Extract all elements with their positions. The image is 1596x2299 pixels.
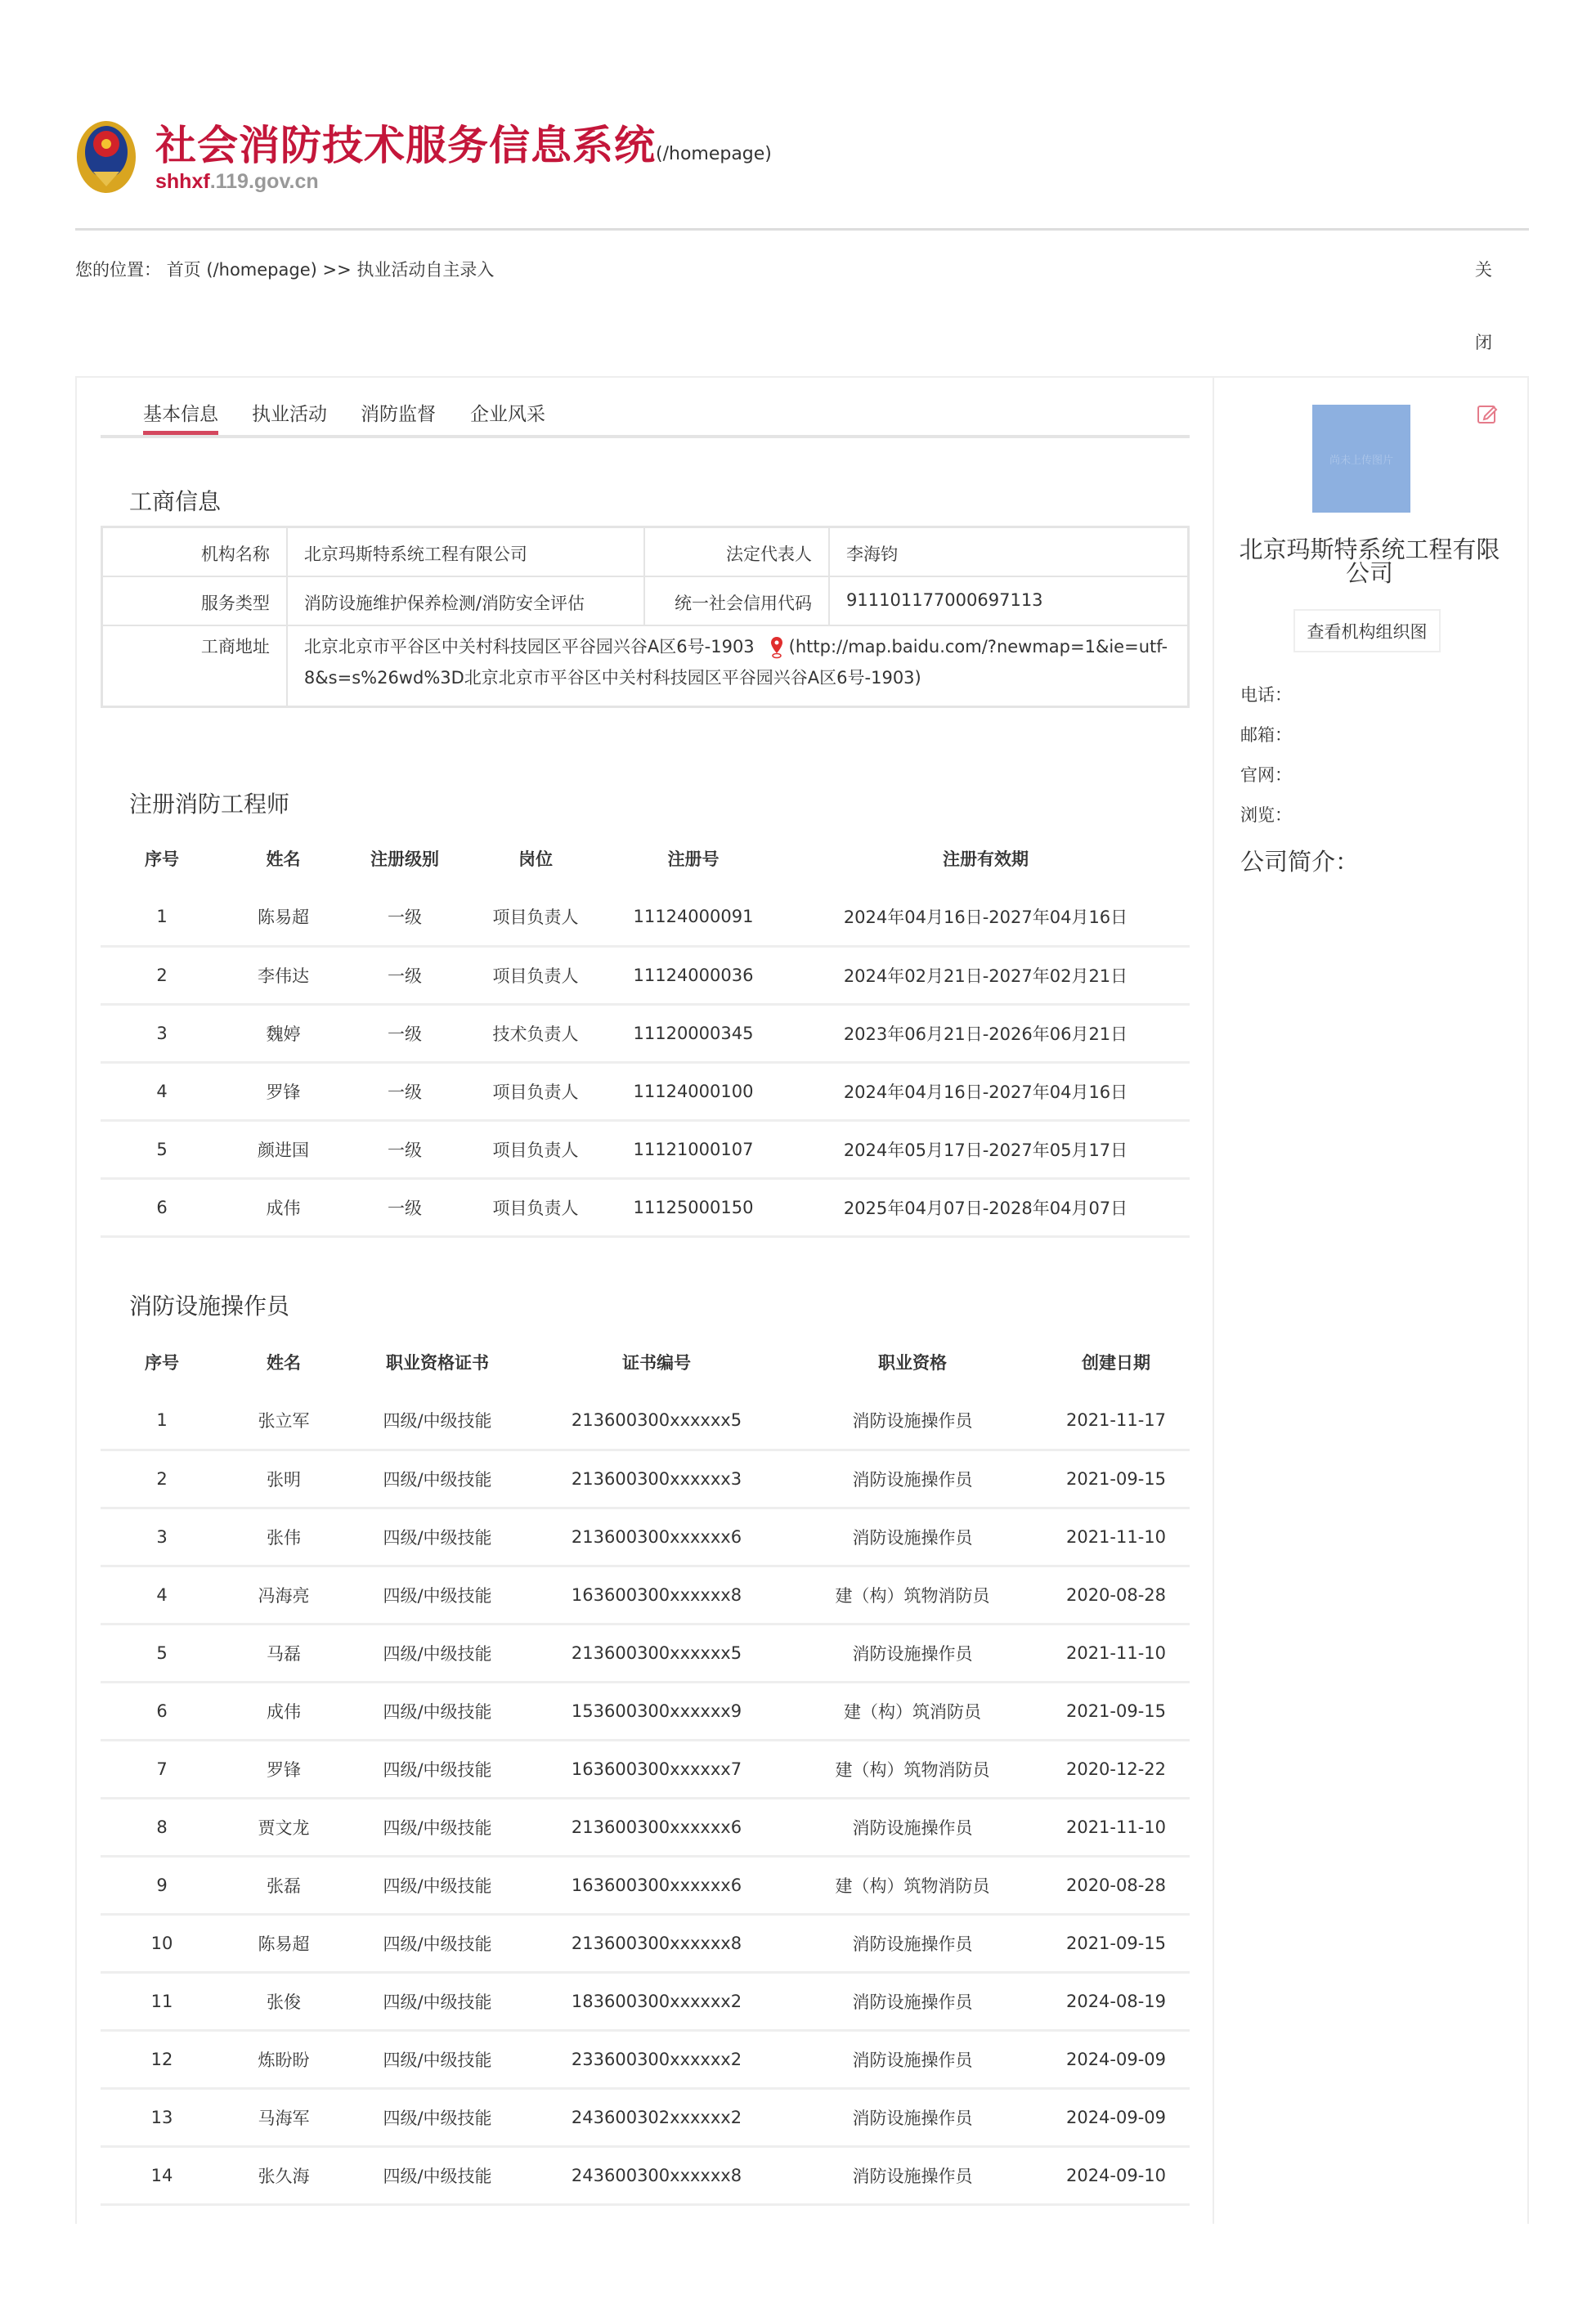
table-cell: 消防设施操作员 <box>782 1450 1042 1508</box>
table-cell: 魏婷 <box>223 1004 343 1062</box>
info-row <box>102 625 1189 707</box>
table-cell: 技术负责人 <box>466 1004 605 1062</box>
table-row <box>101 1682 1190 1740</box>
column-header: 注册级别 <box>370 849 439 869</box>
table-cell: 罗锋 <box>223 1740 344 1798</box>
org-name-label: 机构名称 <box>102 527 287 576</box>
table-row <box>101 2088 1190 2146</box>
table-cell: 11121000107 <box>605 1120 782 1178</box>
table-cell: 8 <box>101 1798 223 1856</box>
column-header: 证书编号 <box>622 1353 691 1373</box>
homepage-link[interactable]: (/homepage) <box>656 144 772 164</box>
table-row <box>101 888 1190 946</box>
table-cell: 213600300xxxxxx8 <box>531 1914 782 1972</box>
email-label: 邮箱： <box>1240 725 1292 745</box>
table-cell: 5 <box>101 1624 223 1682</box>
table-cell: 四级/中级技能 <box>344 1682 531 1740</box>
table-cell: 1 <box>101 1392 223 1450</box>
view-org-chart-button[interactable]: 查看机构组织图 <box>1293 609 1441 652</box>
table-cell: 163600300xxxxxx8 <box>531 1566 782 1624</box>
table-cell: 2021-09-15 <box>1042 1450 1190 1508</box>
table-row <box>101 1566 1190 1624</box>
table-row <box>101 1740 1190 1798</box>
table-cell: 11124000100 <box>605 1062 782 1120</box>
tab-company-showcase[interactable]: 企业风采 <box>470 404 545 425</box>
table-cell: 一级 <box>343 1120 466 1178</box>
table-cell: 消防设施操作员 <box>782 1798 1042 1856</box>
table-cell: 四级/中级技能 <box>344 1798 531 1856</box>
table-cell: 2024-09-09 <box>1042 2088 1190 2146</box>
table-row <box>101 2030 1190 2088</box>
table-cell: 2021-09-15 <box>1042 1682 1190 1740</box>
breadcrumb-current: 执业活动自主录入 <box>356 260 495 280</box>
column-header: 序号 <box>145 1353 179 1373</box>
credit-code-label: 统一社会信用代码 <box>644 576 829 625</box>
table-cell: 233600300xxxxxx2 <box>531 2030 782 2088</box>
org-name-value: 北京玛斯特系统工程有限公司 <box>287 527 644 576</box>
table-cell: 成伟 <box>223 1178 343 1236</box>
phone-label: 电话： <box>1240 685 1292 705</box>
table-cell: 2025年04月07日-2028年04月07日 <box>782 1178 1190 1236</box>
table-cell: 213600300xxxxxx3 <box>531 1450 782 1508</box>
table-cell: 4 <box>101 1062 223 1120</box>
table-cell: 四级/中级技能 <box>344 2088 531 2146</box>
table-cell: 213600300xxxxxx5 <box>531 1624 782 1682</box>
table-cell: 炼盼盼 <box>223 2030 344 2088</box>
table-cell: 消防设施操作员 <box>782 1914 1042 1972</box>
table-cell: 2020-08-28 <box>1042 1566 1190 1624</box>
table-cell: 四级/中级技能 <box>344 1856 531 1914</box>
table-cell: 2021-11-10 <box>1042 1624 1190 1682</box>
table-cell: 2024-08-19 <box>1042 1972 1190 2030</box>
info-row <box>102 527 1189 576</box>
address-value: 北京北京市平谷区中关村科技园区平谷园兴谷A区6号-1903 <box>303 636 755 657</box>
table-cell: 建（构）筑物消防员 <box>782 1740 1042 1798</box>
engineers-table <box>101 829 1190 1238</box>
table-cell: 马海军 <box>223 2088 344 2146</box>
tab-bar <box>101 399 1190 438</box>
table-cell: 5 <box>101 1120 223 1178</box>
table-cell: 243600300xxxxxx8 <box>531 2146 782 2204</box>
table-cell: 2 <box>101 946 223 1004</box>
table-cell: 11 <box>101 1972 223 2030</box>
breadcrumb-home-link[interactable]: 首页 (/homepage) <box>166 260 317 280</box>
table-cell: 7 <box>101 1740 223 1798</box>
table-cell: 2021-11-10 <box>1042 1798 1190 1856</box>
table-cell: 建（构）筑物消防员 <box>782 1566 1042 1624</box>
table-cell: 153600300xxxxxx9 <box>531 1682 782 1740</box>
table-cell: 2024-09-09 <box>1042 2030 1190 2088</box>
close-button-char-2[interactable]: 闭 <box>1475 333 1492 352</box>
credit-code-value: 911101177000697113 <box>829 576 1188 625</box>
table-cell: 项目负责人 <box>466 888 605 946</box>
table-cell: 14 <box>101 2146 223 2204</box>
table-cell: 2024年04月16日-2027年04月16日 <box>782 1062 1190 1120</box>
table-cell: 11124000091 <box>605 888 782 946</box>
table-cell: 张明 <box>223 1450 344 1508</box>
table-cell: 2021-09-15 <box>1042 1914 1190 1972</box>
table-cell: 消防设施操作员 <box>782 1508 1042 1566</box>
map-pin-icon[interactable] <box>769 636 784 659</box>
column-header: 职业资格 <box>878 1353 947 1373</box>
column-header: 姓名 <box>266 849 301 869</box>
table-cell: 163600300xxxxxx6 <box>531 1856 782 1914</box>
table-cell: 2021-11-10 <box>1042 1508 1190 1566</box>
table-cell: 1 <box>101 888 223 946</box>
table-cell: 四级/中级技能 <box>344 1450 531 1508</box>
info-row <box>102 576 1189 625</box>
table-cell: 消防设施操作员 <box>782 1392 1042 1450</box>
table-cell: 消防设施操作员 <box>782 1972 1042 2030</box>
table-cell: 11120000345 <box>605 1004 782 1062</box>
table-cell: 四级/中级技能 <box>344 1566 531 1624</box>
table-cell: 四级/中级技能 <box>344 1914 531 1972</box>
column-header: 注册号 <box>667 849 720 869</box>
company-logo-placeholder <box>1312 405 1410 513</box>
table-cell: 成伟 <box>223 1682 344 1740</box>
table-cell: 陈易超 <box>223 1914 344 1972</box>
table-cell: 建（构）筑物消防员 <box>782 1856 1042 1914</box>
table-cell: 项目负责人 <box>466 1178 605 1236</box>
table-cell: 四级/中级技能 <box>344 1972 531 2030</box>
tab-fire-supervision[interactable]: 消防监督 <box>361 404 436 425</box>
table-cell: 2023年06月21日-2026年06月21日 <box>782 1004 1190 1062</box>
table-row <box>101 1856 1190 1914</box>
table-cell: 4 <box>101 1566 223 1624</box>
table-row <box>101 1392 1190 1450</box>
site-title[interactable] <box>155 113 772 172</box>
operators-heading: 消防设施操作员 <box>129 1293 290 1320</box>
table-row <box>101 1062 1190 1120</box>
breadcrumb <box>75 257 494 281</box>
table-cell: 213600300xxxxxx6 <box>531 1798 782 1856</box>
table-cell: 项目负责人 <box>466 1120 605 1178</box>
table-cell: 一级 <box>343 888 466 946</box>
header-divider <box>75 228 1529 231</box>
column-header: 序号 <box>145 849 179 869</box>
table-cell: 11125000150 <box>605 1178 782 1236</box>
table-row <box>101 1004 1190 1062</box>
views-label: 浏览： <box>1240 805 1292 825</box>
table-cell: 一级 <box>343 1178 466 1236</box>
table-cell: 一级 <box>343 1004 466 1062</box>
table-row <box>101 1178 1190 1236</box>
tab-practice-activity[interactable]: 执业活动 <box>252 404 327 425</box>
website-label: 官网： <box>1240 765 1292 785</box>
table-row <box>101 1450 1190 1508</box>
table-cell: 2020-08-28 <box>1042 1856 1190 1914</box>
baidu-map-link[interactable]: (http://map.baidu.com/?newmap=1&ie=utf-8&s=s%26wd%3D北京北京市平谷区中关村科技园区平谷园兴谷A区6号-1903) <box>303 636 1168 688</box>
table-cell: 2024年05月17日-2027年05月17日 <box>782 1120 1190 1178</box>
table-cell: 冯海亮 <box>223 1566 344 1624</box>
table-cell: 2020-12-22 <box>1042 1740 1190 1798</box>
table-row <box>101 1508 1190 1566</box>
engineers-heading: 注册消防工程师 <box>129 791 290 818</box>
table-cell: 2024年02月21日-2027年02月21日 <box>782 946 1190 1004</box>
table-cell: 四级/中级技能 <box>344 2030 531 2088</box>
table-row <box>101 1972 1190 2030</box>
site-domain <box>155 170 319 194</box>
table-cell: 张久海 <box>223 2146 344 2204</box>
table-row <box>101 1914 1190 1972</box>
service-type-label: 服务类型 <box>102 576 287 625</box>
table-cell: 3 <box>101 1004 223 1062</box>
fire-emblem-logo <box>74 114 139 196</box>
table-cell: 四级/中级技能 <box>344 1740 531 1798</box>
domain-grey: .119.gov.cn <box>209 170 319 193</box>
address-cell <box>287 625 1189 707</box>
table-header-row <box>101 1333 1190 1392</box>
table-cell: 消防设施操作员 <box>782 1624 1042 1682</box>
table-cell: 四级/中级技能 <box>344 1508 531 1566</box>
table-cell: 2021-11-17 <box>1042 1392 1190 1450</box>
table-cell: 一级 <box>343 1062 466 1120</box>
service-type-value: 消防设施维护保养检测/消防安全评估 <box>287 576 644 625</box>
edit-icon[interactable] <box>1477 403 1498 424</box>
table-cell: 贾文龙 <box>223 1798 344 1856</box>
table-cell: 2024年04月16日-2027年04月16日 <box>782 888 1190 946</box>
table-row <box>101 2146 1190 2204</box>
table-row <box>101 1624 1190 1682</box>
table-row <box>101 1798 1190 1856</box>
table-cell: 李伟达 <box>223 946 343 1004</box>
table-cell: 11124000036 <box>605 946 782 1004</box>
domain-red: shhxf <box>155 170 210 193</box>
table-cell: 罗锋 <box>223 1062 343 1120</box>
table-cell: 2024-09-10 <box>1042 2146 1190 2204</box>
table-cell: 13 <box>101 2088 223 2146</box>
business-info-heading: 工商信息 <box>129 488 222 515</box>
table-cell: 213600300xxxxxx6 <box>531 1508 782 1566</box>
legal-rep-label: 法定代表人 <box>644 527 829 576</box>
table-row <box>101 946 1190 1004</box>
table-cell: 建（构）筑消防员 <box>782 1682 1042 1740</box>
table-cell: 张伟 <box>223 1508 344 1566</box>
table-cell: 213600300xxxxxx5 <box>531 1392 782 1450</box>
table-cell: 9 <box>101 1856 223 1914</box>
tab-basic-info[interactable]: 基本信息 <box>143 399 218 435</box>
close-button-char-1[interactable]: 关 <box>1475 260 1492 280</box>
table-cell: 项目负责人 <box>466 946 605 1004</box>
table-cell: 243600302xxxxxx2 <box>531 2088 782 2146</box>
breadcrumb-prefix: 您的位置： <box>75 260 161 280</box>
table-cell: 四级/中级技能 <box>344 2146 531 2204</box>
table-cell: 项目负责人 <box>466 1062 605 1120</box>
company-name: 北京玛斯特系统工程有限公司 <box>1239 536 1500 587</box>
table-row <box>101 1120 1190 1178</box>
panel-divider <box>1213 376 1214 2224</box>
column-header: 创建日期 <box>1082 1353 1150 1373</box>
table-cell: 163600300xxxxxx7 <box>531 1740 782 1798</box>
address-label: 工商地址 <box>102 625 287 707</box>
business-info-table <box>101 526 1190 708</box>
table-cell: 183600300xxxxxx2 <box>531 1972 782 2030</box>
table-cell: 12 <box>101 2030 223 2088</box>
company-intro-label: 公司简介： <box>1240 848 1360 876</box>
column-header: 岗位 <box>518 849 553 869</box>
table-cell: 6 <box>101 1178 223 1236</box>
table-cell: 一级 <box>343 946 466 1004</box>
column-header: 注册有效期 <box>943 849 1029 869</box>
table-cell: 6 <box>101 1682 223 1740</box>
table-cell: 2 <box>101 1450 223 1508</box>
table-cell: 张磊 <box>223 1856 344 1914</box>
table-cell: 陈易超 <box>223 888 343 946</box>
logo-placeholder-text: 尚未上传图片 <box>1329 454 1393 467</box>
table-cell: 消防设施操作员 <box>782 2146 1042 2204</box>
table-cell: 消防设施操作员 <box>782 2088 1042 2146</box>
table-header-row <box>101 829 1190 888</box>
legal-rep-value: 李海钧 <box>829 527 1188 576</box>
breadcrumb-separator: >> <box>322 260 352 280</box>
table-cell: 颜进国 <box>223 1120 343 1178</box>
table-cell: 四级/中级技能 <box>344 1624 531 1682</box>
table-cell: 张俊 <box>223 1972 344 2030</box>
table-cell: 10 <box>101 1914 223 1972</box>
column-header: 职业资格证书 <box>386 1353 489 1373</box>
operators-table <box>101 1333 1190 2206</box>
site-title-text: 社会消防技术服务信息系统 <box>155 122 656 169</box>
table-cell: 四级/中级技能 <box>344 1392 531 1450</box>
column-header: 姓名 <box>267 1353 301 1373</box>
table-cell: 3 <box>101 1508 223 1566</box>
table-cell: 消防设施操作员 <box>782 2030 1042 2088</box>
table-cell: 张立军 <box>223 1392 344 1450</box>
table-cell: 马磊 <box>223 1624 344 1682</box>
